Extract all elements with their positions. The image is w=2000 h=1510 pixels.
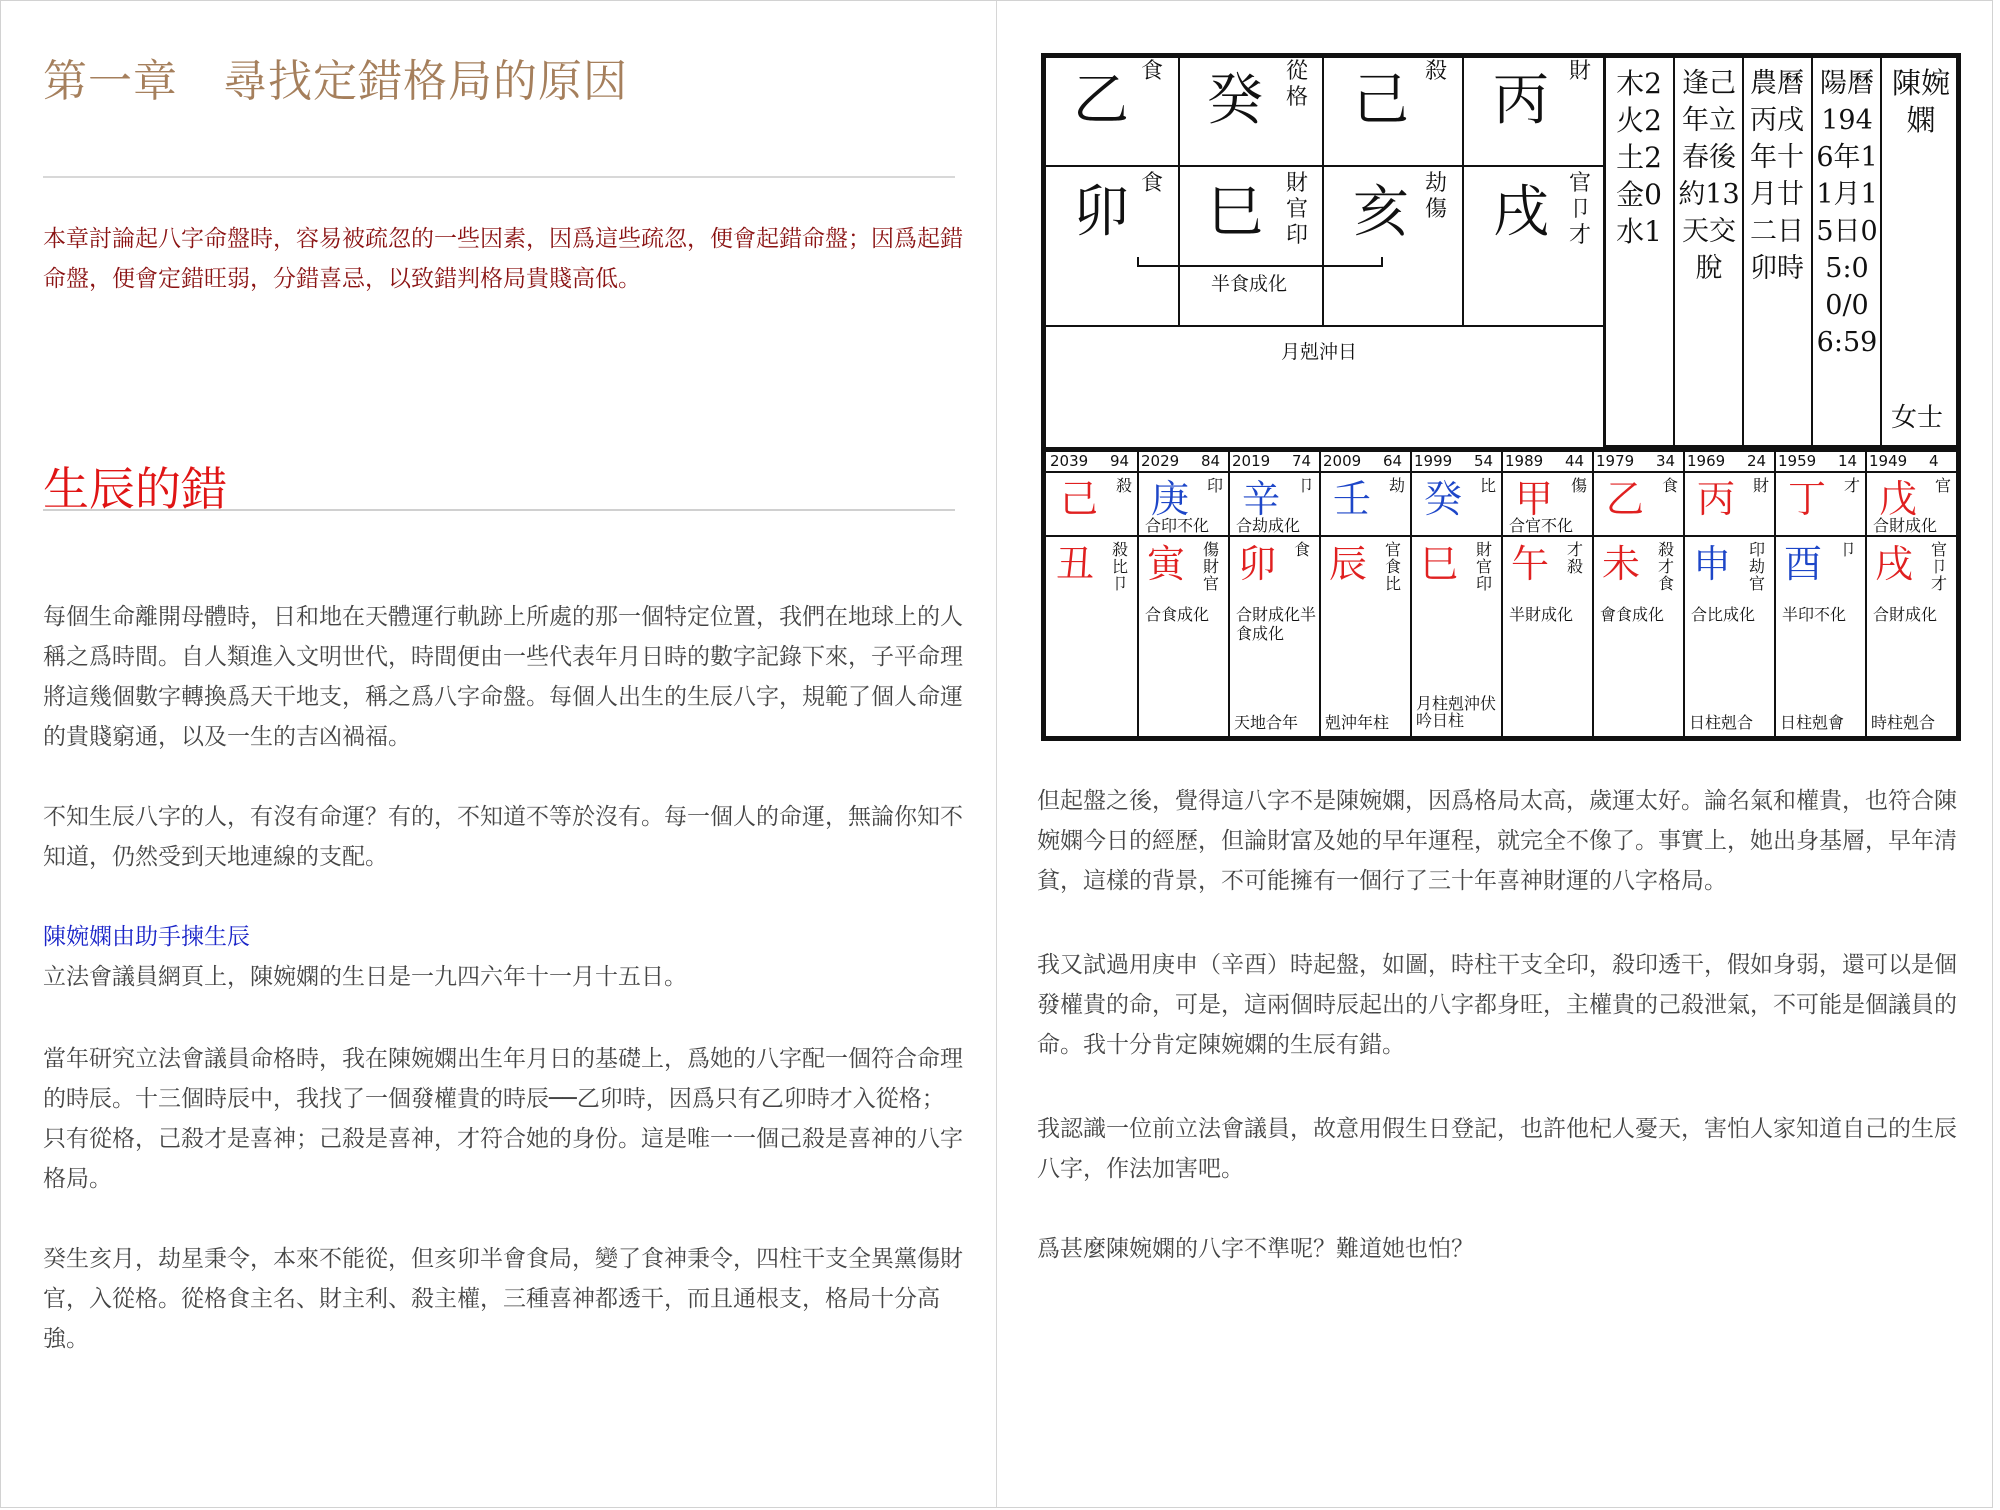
month-stem: 癸: [1207, 68, 1263, 133]
decade-branch-note: 半財成化: [1509, 605, 1574, 624]
decade-branch: 未: [1602, 542, 1641, 586]
decade-stem: 癸: [1424, 477, 1463, 521]
grid-line: [1811, 53, 1813, 447]
combination-note: 半食成化: [1211, 273, 1288, 295]
decade-stem-god: 殺: [1116, 476, 1133, 495]
decade-year: 1989: [1505, 452, 1544, 470]
decade-age: 44: [1565, 452, 1585, 470]
decade-age: 54: [1474, 452, 1494, 470]
paragraph: 我又試過用庚申（辛酉）時起盤，如圖，時柱干支全印，殺印透干，假如身弱，還可以是個發權貴的命，可是，這兩個時辰起出的八字都身旺，主權貴的己殺泄氣，不可能是個議員的命。我十分肯定陳婉嫻的生辰有錯。: [1037, 952, 1957, 1058]
decade-branch: 戌: [1875, 542, 1914, 586]
decade-branch-note: 合財成化半食成化: [1236, 605, 1317, 643]
decade-age: 4: [1929, 452, 1939, 470]
decade-branch-gods: 官食比: [1385, 540, 1402, 593]
decade-stem-note: 合財成化: [1873, 516, 1938, 535]
combination-bracket: [1381, 257, 1383, 267]
paragraph: 癸生亥月，劫星秉令，本來不能從，但亥卯半會食局，變了食神秉令，四柱干支全異黨傷財官，入從格。從格食主名、財主利、殺主權，三種喜神都透干，而且通根支，格局十分高強。: [43, 1246, 963, 1352]
grid-line: [1137, 452, 1139, 736]
decade-stem-god: 卩: [1298, 476, 1315, 495]
decade-branch-note: 半印不化: [1782, 605, 1847, 624]
grid-line: [1774, 452, 1776, 736]
month-branch: 巳: [1207, 180, 1263, 245]
decade-branch-gods: 食: [1294, 540, 1311, 559]
decade-bottom-note: 日柱剋會: [1780, 713, 1845, 732]
left-page: [1, 1, 997, 1507]
branch-god-label: 食: [1141, 171, 1164, 196]
decade-branch-gods: 印劫官: [1749, 540, 1766, 593]
decade-bottom-note: 日柱剋合: [1689, 713, 1754, 732]
decade-year: 1979: [1596, 452, 1635, 470]
branch-god-label: 官卩才: [1569, 171, 1592, 248]
decade-bottom-note: 時柱剋合: [1871, 713, 1936, 732]
decade-stem-god: 才: [1844, 476, 1861, 495]
branch-god-label: 劫傷: [1425, 171, 1448, 222]
decade-year: 2009: [1323, 452, 1362, 470]
decade-branch-gods: 官卩才: [1931, 540, 1948, 593]
paragraph: 不知生辰八字的人，有沒有命運？有的，不知道不等於沒有。每一個人的命運，無論你知不知道，仍然受到天地連線的支配。: [43, 804, 963, 870]
year-branch: 卯: [1073, 180, 1129, 245]
decade-age: 64: [1383, 452, 1403, 470]
grid-line: [1462, 53, 1464, 325]
decade-branch: 丑: [1056, 542, 1095, 586]
paragraph: 當年研究立法會議員命格時，我在陳婉嫻出生年月日的基礎上，爲她的八字配一個符合命理的時辰。十三個時辰中，我找了一個發權貴的時辰──乙卯時，因爲只有乙卯時才入從格；只有從格，己殺才是喜神；己殺是喜神，才符合她的身份。這是唯一一個己殺是喜神的八字格局。: [43, 1046, 963, 1192]
bazi-chart: [1041, 53, 1961, 741]
decade-branch: 卯: [1238, 542, 1277, 586]
decade-stem: 丙: [1697, 477, 1736, 521]
decade-age: 14: [1838, 452, 1858, 470]
stem-god-label: 財: [1569, 59, 1592, 84]
hour-branch: 戌: [1493, 180, 1549, 245]
solar-date: 陽曆1946年11月15日05:00/06:59: [1816, 68, 1878, 358]
combination-bracket: [1137, 257, 1139, 267]
right-page: [997, 1, 1992, 1507]
decade-stem: 壬: [1333, 477, 1372, 521]
person-name: 陳婉嫻: [1891, 66, 1950, 137]
grid-line: [1322, 53, 1324, 325]
decade-stem: 甲: [1515, 477, 1554, 521]
decade-branch-note: 合食成化: [1145, 605, 1210, 624]
combination-bracket: [1137, 265, 1383, 267]
decade-year: 1949: [1869, 452, 1908, 470]
paragraph: 立法會議員網頁上，陳婉嫻的生日是一九四六年十一月十五日。: [43, 964, 687, 990]
decade-branch-gods: 殺才食: [1658, 540, 1675, 593]
decade-stem: 己: [1060, 477, 1099, 521]
decade-branch-gods: 傷財官: [1203, 540, 1220, 593]
branch-god-label: 財官印: [1286, 171, 1309, 248]
decade-stem-god: 比: [1480, 476, 1497, 495]
grid-line: [1501, 452, 1503, 736]
decade-age: 94: [1110, 452, 1130, 470]
paragraph: 每個生命離開母體時，日和地在天體運行軌跡上所處的那一個特定位置，我們在地球上的人稱之爲時間。自人類進入文明世代，時間便由一些代表年月日時的數字記錄下來，子平命理將這幾個數字轉換爲天干地支，稱之爲八字命盤。每個人出生的生辰八字，規範了個人命運的貴賤窮通，以及一生的吉凶禍福。: [43, 604, 963, 750]
decade-branch-gods: 才殺: [1567, 540, 1584, 576]
grid-line: [1865, 452, 1867, 736]
stem-god-label: 從格: [1286, 59, 1309, 110]
decade-stem-god: 印: [1207, 476, 1224, 495]
hour-stem: 丙: [1493, 68, 1549, 133]
grid-line: [1410, 452, 1412, 736]
decade-age: 34: [1656, 452, 1676, 470]
decade-stem-god: 財: [1753, 476, 1770, 495]
title-divider: [43, 176, 955, 178]
grid-line: [1603, 53, 1606, 450]
grid-line: [1673, 53, 1675, 447]
sub-heading: 陳婉嫻由助手揀生辰: [43, 924, 250, 950]
decade-branch-note: 合財成化: [1873, 605, 1938, 624]
decade-stem: 庚: [1151, 477, 1190, 521]
decade-branch: 午: [1511, 542, 1550, 586]
grid-line: [1742, 53, 1744, 447]
day-stem: 己: [1353, 68, 1409, 133]
section-title: 生辰的錯: [43, 462, 227, 516]
decade-year: 2029: [1141, 452, 1180, 470]
decade-branch: 申: [1693, 542, 1732, 586]
decade-year: 2019: [1232, 452, 1271, 470]
paragraph: 爲甚麼陳婉嫻的八字不準呢？難道她也怕？: [1037, 1236, 1474, 1262]
grid-line: [1041, 325, 1606, 327]
decade-stem-god: 官: [1935, 476, 1952, 495]
stem-god-label: 食: [1141, 59, 1164, 84]
chapter-title: 第一章 尋找定錯格局的原因: [43, 56, 628, 107]
stem-god-label: 殺: [1425, 59, 1448, 84]
grid-line: [1592, 452, 1594, 736]
chapter-intro: 本章討論起八字命盤時，容易被疏忽的一些因素，因爲這些疏忽，便會起錯命盤；因爲起錯命盤，便會定錯旺弱，分錯喜忌，以致錯判格局貴賤高低。: [43, 226, 963, 292]
decade-age: 84: [1201, 452, 1221, 470]
decade-branch-note: 會食成化: [1600, 605, 1665, 624]
decade-branch-gods: 卩: [1840, 540, 1857, 559]
five-elements: 木2火2土2金0水1: [1616, 67, 1662, 248]
year-stem: 乙: [1073, 68, 1129, 133]
decade-branch: 寅: [1147, 542, 1186, 586]
decade-stem: 乙: [1606, 477, 1645, 521]
decade-branch: 酉: [1784, 542, 1823, 586]
decade-stem-god: 傷: [1571, 476, 1588, 495]
decade-stem: 丁: [1788, 477, 1827, 521]
grid-line: [1178, 53, 1180, 325]
decade-branch-gods: 財官印: [1476, 540, 1493, 593]
grid-line: [1228, 452, 1230, 736]
decade-bottom-note: 月柱剋沖伏吟日柱: [1416, 694, 1497, 730]
decade-stem-note: 合官不化: [1509, 516, 1574, 535]
day-branch: 亥: [1353, 180, 1409, 245]
decade-stem-note: 合劫成化: [1236, 516, 1301, 535]
decade-branch-gods: 殺比卩: [1112, 540, 1129, 593]
decade-bottom-note: 天地合年: [1234, 713, 1299, 732]
grid-line: [1319, 452, 1321, 736]
decade-stem-note: 合印不化: [1145, 516, 1210, 535]
decade-year: 1969: [1687, 452, 1726, 470]
grid-line: [1683, 452, 1685, 736]
clash-note: 月剋沖日: [1281, 341, 1358, 363]
lunar-date: 農曆丙戌年十月廿二日卯時: [1750, 68, 1804, 284]
decade-year: 1959: [1778, 452, 1817, 470]
paragraph: 我認識一位前立法會議員，故意用假生日登記，也許他杞人憂天，害怕人家知道自己的生辰八字，作法加害吧。: [1037, 1116, 1957, 1182]
decade-year: 2039: [1050, 452, 1089, 470]
decade-stem: 戊: [1879, 477, 1918, 521]
decade-branch-note: 合比成化: [1691, 605, 1756, 624]
decade-year: 1999: [1414, 452, 1453, 470]
section-divider: [43, 509, 955, 511]
decade-branch: 巳: [1420, 542, 1459, 586]
decade-bottom-note: 剋沖年柱: [1325, 713, 1390, 732]
decade-stem-god: 劫: [1389, 476, 1406, 495]
gender: 女士: [1891, 403, 1944, 433]
decade-stem: 辛: [1242, 477, 1281, 521]
decade-branch: 辰: [1329, 542, 1368, 586]
decade-age: 24: [1747, 452, 1767, 470]
luck-start: 逢己年立春後約13天交脫: [1678, 68, 1740, 284]
decade-stem-god: 食: [1662, 476, 1679, 495]
paragraph: 但起盤之後，覺得這八字不是陳婉嫻，因爲格局太高，歲運太好。論名氣和權貴，也符合陳婉嫻今日的經歷，但論財富及她的早年運程，就完全不像了。事實上，她出身基層，早年清貧，這樣的背景，不可能擁有一個行了三十年喜神財運的八字格局。: [1037, 788, 1957, 894]
decade-age: 74: [1292, 452, 1312, 470]
